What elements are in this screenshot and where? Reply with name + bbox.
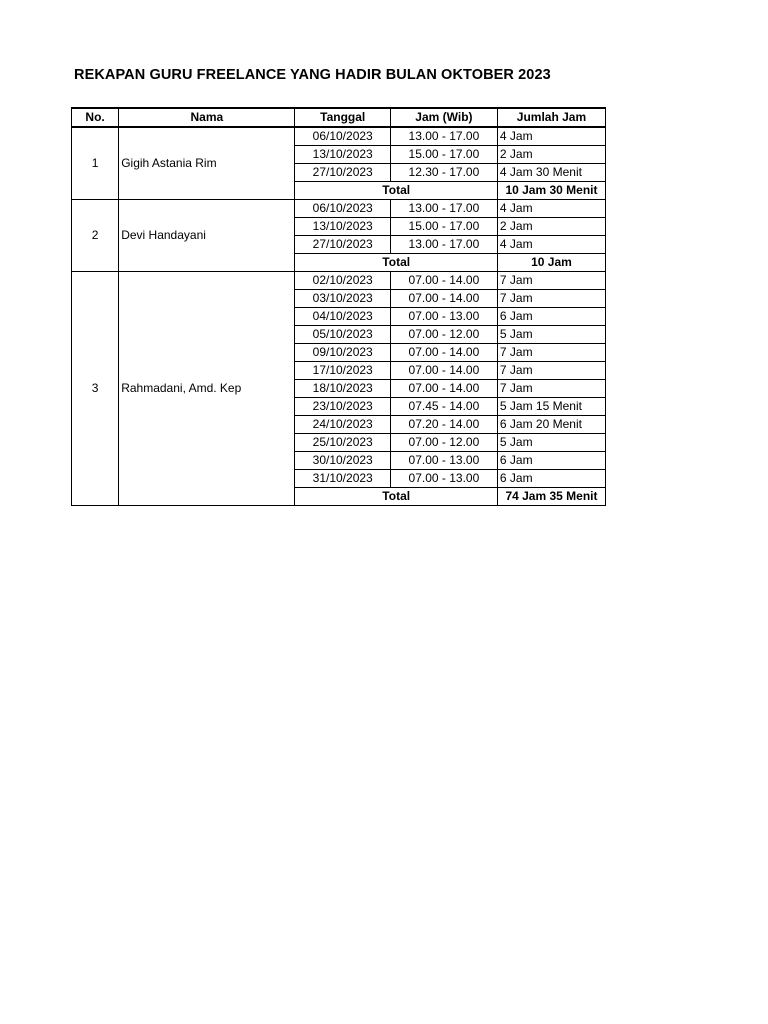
header-tanggal: Tanggal	[295, 108, 390, 127]
hours-cell: 07.00 - 14.00	[390, 362, 497, 380]
date-cell: 04/10/2023	[295, 308, 390, 326]
hours-cell: 07.00 - 14.00	[390, 290, 497, 308]
total-label: Total	[295, 254, 497, 272]
date-cell: 06/10/2023	[295, 127, 390, 146]
hours-cell: 07.20 - 14.00	[390, 416, 497, 434]
date-cell: 09/10/2023	[295, 344, 390, 362]
header-row	[72, 108, 606, 127]
header-jumlah-jam: Jumlah Jam	[497, 108, 605, 127]
duration-cell: 2 Jam	[497, 146, 605, 164]
duration-cell: 5 Jam	[497, 434, 605, 452]
duration-cell: 6 Jam	[497, 308, 605, 326]
date-cell: 31/10/2023	[295, 470, 390, 488]
attendance-table	[71, 107, 606, 506]
header-no: No.	[72, 108, 119, 127]
hours-cell: 07.00 - 13.00	[390, 308, 497, 326]
duration-cell: 6 Jam	[497, 452, 605, 470]
hours-cell: 07.00 - 13.00	[390, 452, 497, 470]
header-jam: Jam (Wib)	[390, 108, 497, 127]
table-body	[72, 127, 606, 506]
teacher-name: Rahmadani, Amd. Kep	[119, 272, 295, 506]
hours-cell: 07.00 - 12.00	[390, 434, 497, 452]
hours-cell: 07.00 - 14.00	[390, 344, 497, 362]
table-row	[72, 200, 606, 218]
duration-cell: 7 Jam	[497, 344, 605, 362]
date-cell: 24/10/2023	[295, 416, 390, 434]
duration-cell: 7 Jam	[497, 290, 605, 308]
teacher-number: 1	[72, 127, 119, 200]
date-cell: 02/10/2023	[295, 272, 390, 290]
table-row	[72, 272, 606, 290]
hours-cell: 13.00 - 17.00	[390, 127, 497, 146]
total-value: 10 Jam	[497, 254, 605, 272]
hours-cell: 07.00 - 13.00	[390, 470, 497, 488]
date-cell: 27/10/2023	[295, 164, 390, 182]
total-label: Total	[295, 488, 497, 506]
page-title: REKAPAN GURU FREELANCE YANG HADIR BULAN OKTOBER 2023	[74, 67, 551, 83]
teacher-name: Devi Handayani	[119, 200, 295, 272]
duration-cell: 6 Jam	[497, 470, 605, 488]
total-label: Total	[295, 182, 497, 200]
hours-cell: 12.30 - 17.00	[390, 164, 497, 182]
hours-cell: 07.45 - 14.00	[390, 398, 497, 416]
date-cell: 27/10/2023	[295, 236, 390, 254]
header-nama: Nama	[119, 108, 295, 127]
duration-cell: 4 Jam 30 Menit	[497, 164, 605, 182]
hours-cell: 15.00 - 17.00	[390, 146, 497, 164]
duration-cell: 7 Jam	[497, 380, 605, 398]
date-cell: 13/10/2023	[295, 218, 390, 236]
total-value: 74 Jam 35 Menit	[497, 488, 605, 506]
date-cell: 17/10/2023	[295, 362, 390, 380]
hours-cell: 13.00 - 17.00	[390, 200, 497, 218]
duration-cell: 7 Jam	[497, 272, 605, 290]
date-cell: 30/10/2023	[295, 452, 390, 470]
date-cell: 25/10/2023	[295, 434, 390, 452]
duration-cell: 6 Jam 20 Menit	[497, 416, 605, 434]
duration-cell: 4 Jam	[497, 127, 605, 146]
teacher-name: Gigih Astania Rim	[119, 127, 295, 200]
teacher-number: 3	[72, 272, 119, 506]
date-cell: 06/10/2023	[295, 200, 390, 218]
hours-cell: 07.00 - 12.00	[390, 326, 497, 344]
table-row	[72, 127, 606, 146]
duration-cell: 5 Jam	[497, 326, 605, 344]
date-cell: 03/10/2023	[295, 290, 390, 308]
total-value: 10 Jam 30 Menit	[497, 182, 605, 200]
duration-cell: 7 Jam	[497, 362, 605, 380]
hours-cell: 15.00 - 17.00	[390, 218, 497, 236]
duration-cell: 4 Jam	[497, 236, 605, 254]
date-cell: 13/10/2023	[295, 146, 390, 164]
date-cell: 23/10/2023	[295, 398, 390, 416]
hours-cell: 13.00 - 17.00	[390, 236, 497, 254]
date-cell: 18/10/2023	[295, 380, 390, 398]
duration-cell: 5 Jam 15 Menit	[497, 398, 605, 416]
duration-cell: 4 Jam	[497, 200, 605, 218]
hours-cell: 07.00 - 14.00	[390, 272, 497, 290]
duration-cell: 2 Jam	[497, 218, 605, 236]
teacher-number: 2	[72, 200, 119, 272]
hours-cell: 07.00 - 14.00	[390, 380, 497, 398]
date-cell: 05/10/2023	[295, 326, 390, 344]
